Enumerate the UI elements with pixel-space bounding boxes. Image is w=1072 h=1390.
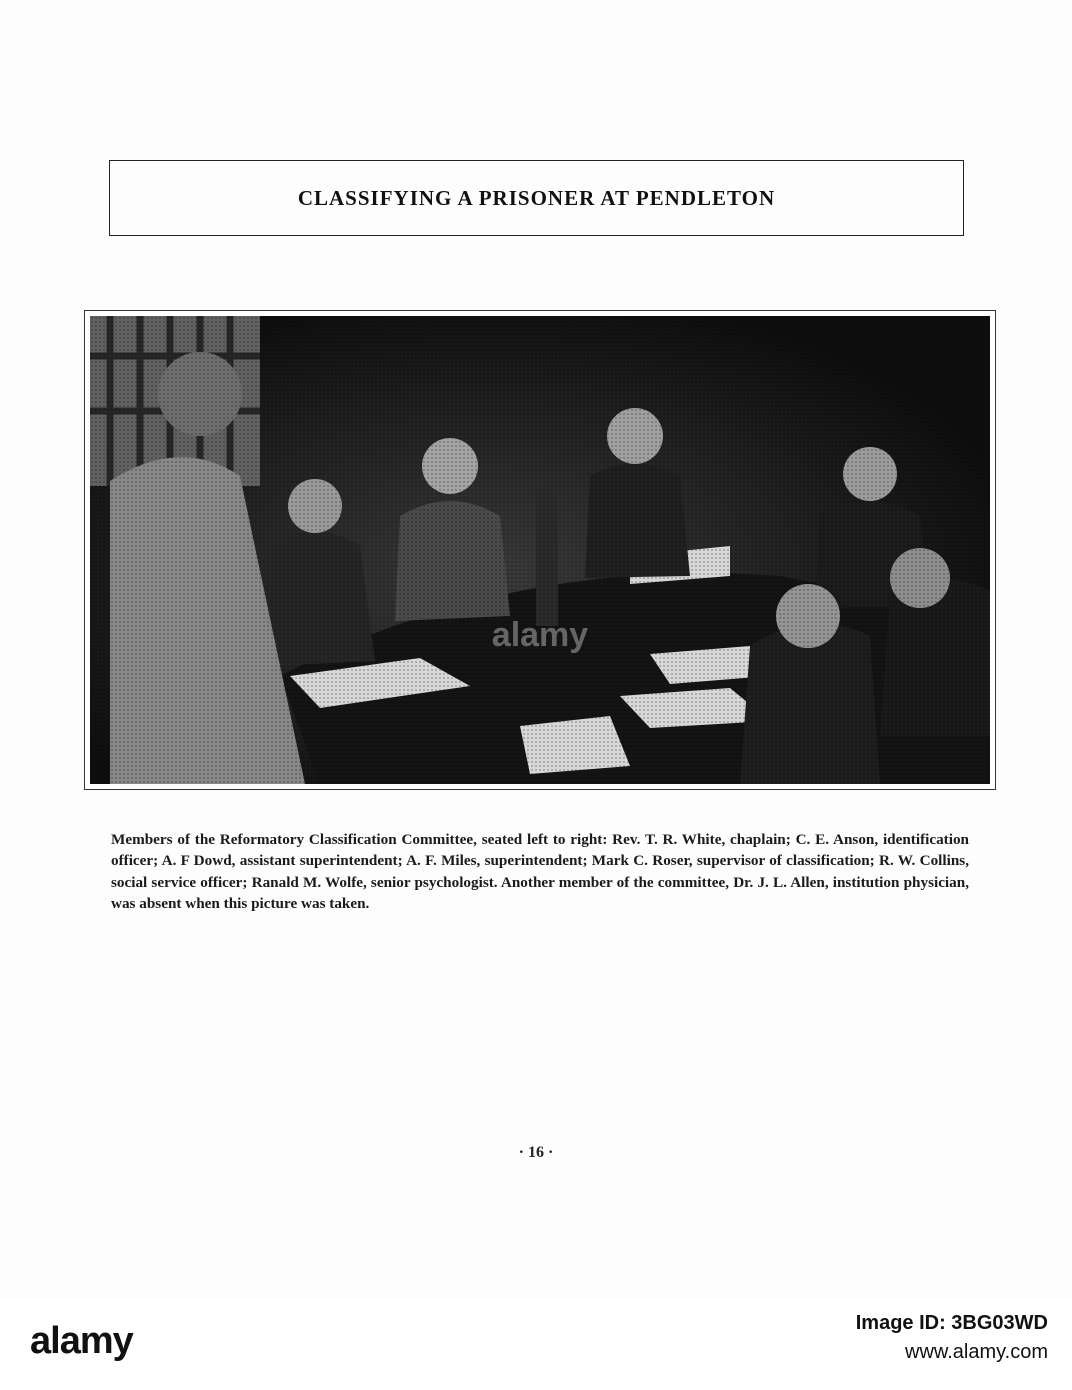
page-number: · 16 · bbox=[518, 1144, 554, 1161]
stock-watermark-bar bbox=[0, 1298, 1072, 1390]
photograph-icon bbox=[90, 316, 990, 784]
page-title: CLASSIFYING A PRISONER AT PENDLETON bbox=[297, 185, 776, 210]
image-id: Image ID: 3BG03WD bbox=[855, 1312, 1048, 1334]
photo-frame bbox=[84, 310, 996, 790]
site-url: www.alamy.com bbox=[905, 1341, 1048, 1363]
alamy-logo: alamy bbox=[30, 1320, 133, 1362]
watermark-info bbox=[856, 1312, 1048, 1364]
title-box bbox=[109, 160, 964, 236]
photo-caption: Members of the Reformatory Classification Committee, seated left to right: Rev. T. R. White, chaplain; C. E. Anson, identification officer; A. F Dowd, assistant superintendent; A. F. Miles, superintendent; Mark C. Roser, supervisor of classification; R. W. Collins, social service officer; Ranald M. Wolfe, senior psychologist. Another member of the committee, Dr. J. L. Allen, institution physician, was absent when this picture was taken. bbox=[111, 831, 969, 912]
photo-watermark: alamy bbox=[491, 616, 589, 654]
